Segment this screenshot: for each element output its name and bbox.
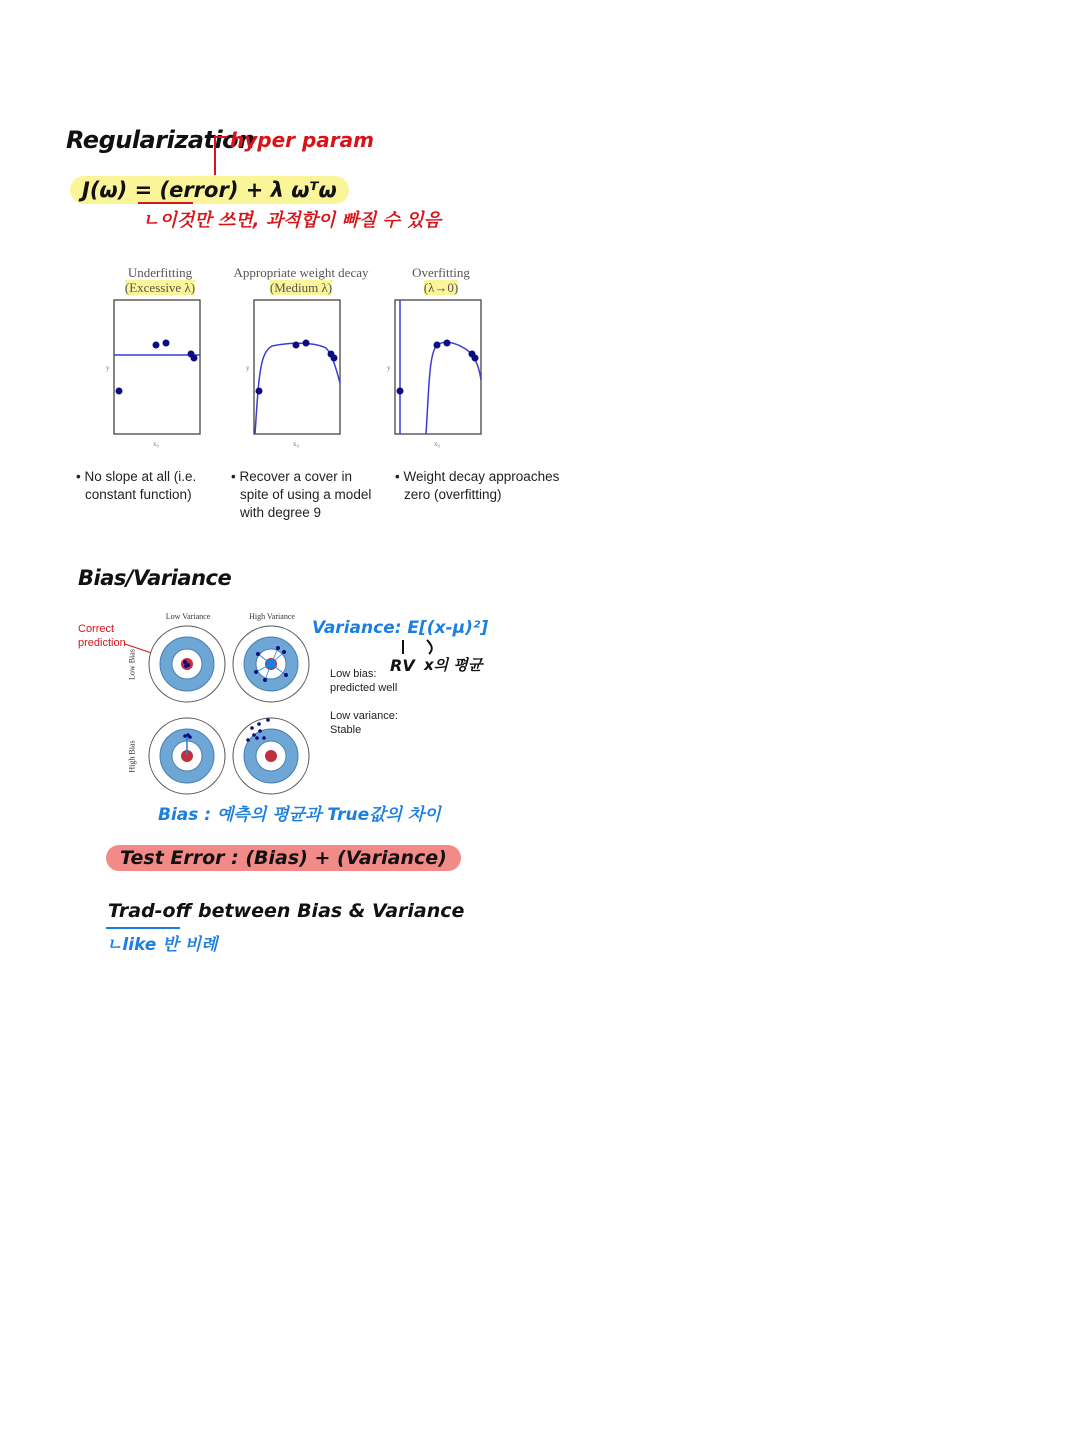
- panel-1-ylabel: y: [106, 364, 110, 372]
- panel-2-plot: [246, 298, 350, 448]
- panel-1-plot: [106, 298, 210, 448]
- col-low-variance: Low Variance: [165, 612, 211, 621]
- low-variance-note: [330, 709, 398, 737]
- data-point: [163, 340, 170, 347]
- note-line: Stable: [330, 724, 362, 736]
- data-point: [303, 340, 310, 347]
- low-bias-note: [330, 667, 397, 695]
- panel-3-frame: [395, 300, 481, 434]
- note-line: Low variance:: [330, 710, 398, 722]
- panel-3-bullet: • Weight decay approaches zero (overfitting): [395, 468, 585, 504]
- target-low-bias-low-variance: [149, 626, 225, 702]
- cost-formula: J(ω) = (error) + λ ωᵀω: [70, 176, 349, 204]
- bias-variance-title: Bias/Variance: [78, 566, 232, 590]
- panel-1-title: Underfitting: [127, 265, 193, 280]
- panel-2-subtitle: (Medium λ): [269, 280, 333, 295]
- row-low-bias: Low Bias: [127, 649, 137, 680]
- mean-note: x의 평균: [424, 656, 483, 674]
- target-high-bias-high-variance: [233, 718, 309, 794]
- data-point: [293, 342, 300, 349]
- panel-2-ylabel: y: [246, 364, 250, 372]
- panel-1-frame: [114, 300, 200, 434]
- regularization-title: Regularization: [66, 126, 255, 154]
- panel-2-xlabel: x₀: [293, 440, 299, 448]
- note-line: Low bias:: [330, 668, 377, 680]
- panel-3-xlabel: x₀: [434, 440, 440, 448]
- correct-prediction-label: [78, 622, 126, 650]
- panel-3-title: Overfitting: [412, 265, 470, 280]
- panel-2-bullet: • Recover a cover in spite of using a model with degree 9: [231, 468, 391, 522]
- note-line: predicted well: [330, 682, 398, 694]
- data-point: [444, 340, 451, 347]
- data-point: [434, 342, 441, 349]
- panel-1-bullet: • No slope at all (i.e. constant function): [76, 468, 216, 504]
- panel-1-xlabel: x₀: [153, 440, 159, 448]
- bullet-line: Weight decay approaches: [403, 469, 560, 484]
- panel-2-fit-curve: [255, 343, 340, 434]
- tradeoff-note: ㄴlike 반 비례: [106, 935, 218, 955]
- bullet-line: constant function): [85, 487, 192, 502]
- panel-1-header: [114, 265, 206, 295]
- panel-2-frame: [254, 300, 340, 434]
- panel-2-title: Appropriate weight decay: [233, 265, 369, 280]
- data-point: [331, 355, 338, 362]
- bias-definition: Bias : 예측의 평균과 True값의 차이: [158, 805, 441, 825]
- data-point: [397, 388, 404, 395]
- data-point: [472, 355, 479, 362]
- panel-3-header: [394, 265, 488, 295]
- rv-note: RV: [390, 656, 415, 675]
- error-note: ㄴ이것만 쓰면, 과적합이 빠질 수 있음: [142, 210, 441, 231]
- target-low-bias-high-variance: [233, 626, 309, 702]
- bullet-line: Recover a cover in: [239, 469, 353, 484]
- panel-3-plot: [387, 298, 491, 448]
- target-high-bias-low-variance: [149, 718, 225, 794]
- data-point: [191, 355, 198, 362]
- col-high-variance: High Variance: [249, 612, 295, 621]
- variance-formula: Variance: E[(x-μ)²]: [312, 618, 489, 638]
- label-line: Correct: [78, 623, 115, 635]
- data-point: [153, 342, 160, 349]
- label-line: prediction: [78, 637, 126, 649]
- panel-2-header: [218, 265, 384, 295]
- data-point: [256, 388, 263, 395]
- panel-3-ylabel: y: [387, 364, 391, 372]
- bullet-line: spite of using a model: [240, 487, 372, 502]
- tradeoff-title: Trad-off between Bias & Variance: [108, 900, 465, 922]
- panel-3-subtitle: (λ→0): [423, 280, 459, 295]
- bullet-line: No slope at all (i.e.: [84, 469, 197, 484]
- bullet-line: with degree 9: [240, 505, 322, 520]
- panel-1-subtitle: (Excessive λ): [124, 280, 196, 295]
- row-high-bias: High Bias: [127, 740, 137, 773]
- bullet-line: zero (overfitting): [404, 487, 502, 502]
- hyper-param-note: hyper param: [230, 128, 374, 152]
- test-error-formula: Test Error : (Bias) + (Variance): [106, 845, 461, 871]
- data-point: [116, 388, 123, 395]
